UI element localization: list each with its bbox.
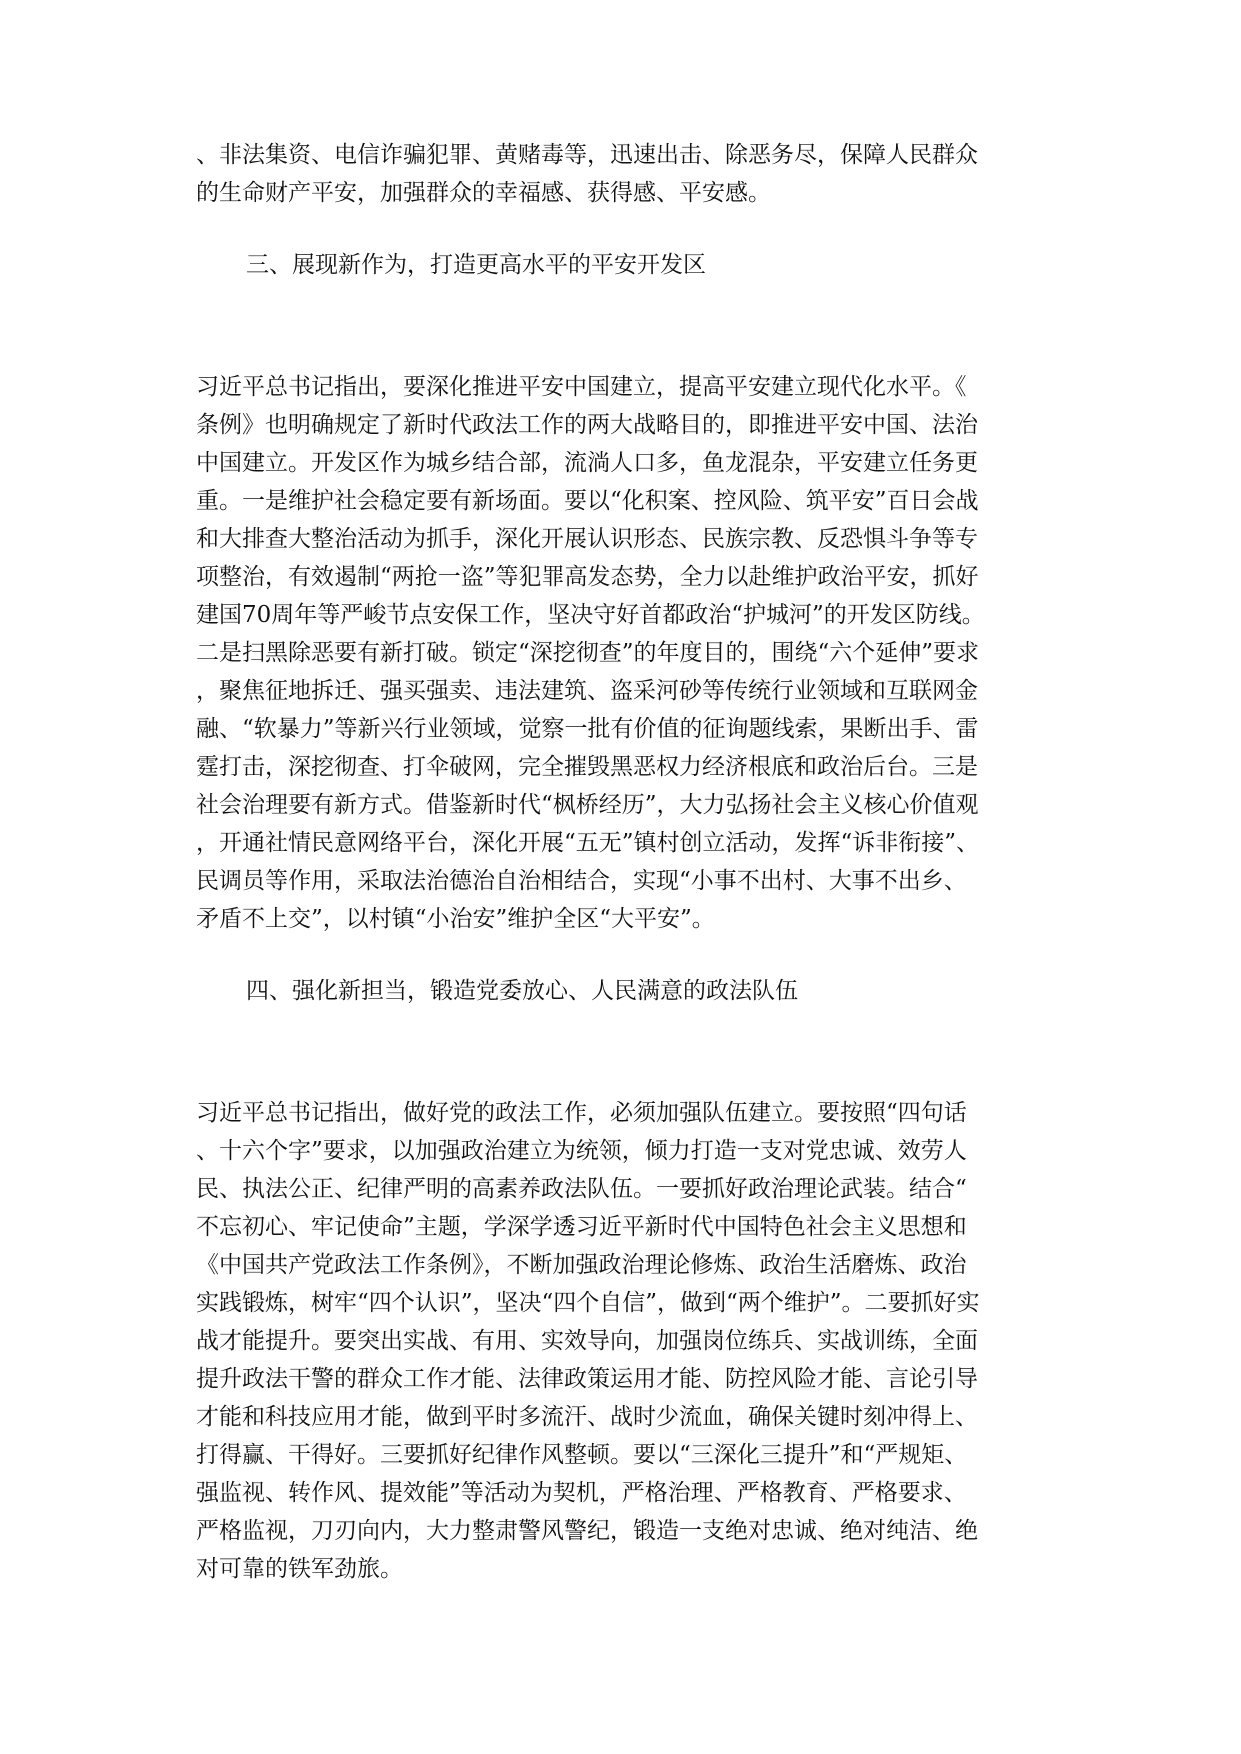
paragraph-line: 民调员等作用，采取法治德治自治相结合，实现“小事不出村、大事不出乡、 (196, 868, 967, 894)
section-heading: 三、展现新作为，打造更高水平的平安开发区 (246, 252, 706, 278)
paragraph-line: 强监视、转作风、提效能”等活动为契机，严格治理、严格教育、严格要求、 (196, 1480, 967, 1506)
paragraph-line: 不忘初心、牢记使命”主题，学深学透习近平新时代中国特色社会主义思想和 (196, 1214, 967, 1240)
paragraph-line: 二是扫黑除恶要有新打破。锁定“深挖彻查”的年度目的，围绕“六个延伸”要求 (196, 640, 980, 666)
paragraph-line: 民、执法公正、纪律严明的高素养政法队伍。一要抓好政治理论武装。结合“ (196, 1176, 967, 1202)
paragraph-line: 社会治理要有新方式。借鉴新时代“枫桥经历”，大力弘扬社会主义核心价值观 (196, 792, 979, 818)
section-heading: 四、强化新担当，锻造党委放心、人民满意的政法队伍 (246, 978, 798, 1004)
paragraph-line: ，聚焦征地拆迁、强买强卖、违法建筑、盗采河砂等传统行业领域和互联网金 (196, 678, 978, 704)
paragraph-line: 习近平总书记指出，做好党的政法工作，必须加强队伍建立。要按照“四句话 (196, 1100, 967, 1126)
paragraph-line: 对可靠的铁军劲旅。 (196, 1556, 403, 1582)
paragraph-line: 重。一是维护社会稳定要有新场面。要以“化积案、控风险、筑平安”百日会战 (196, 488, 979, 514)
paragraph-line: 、十六个字”要求，以加强政治建立为统领，倾力打造一支对党忠诚、效劳人 (196, 1138, 967, 1164)
paragraph-line: ，开通社情民意网络平台，深化开展“五无”镇村创立活动，发挥“诉非衔接”、 (196, 830, 980, 856)
paragraph-line: 项整治，有效遏制“两抢一盗”等犯罪高发态势，全力以赴维护政治平安，抓好 (196, 564, 979, 590)
paragraph-line: 习近平总书记指出，要深化推进平安中国建立，提高平安建立现代化水平。《 (196, 374, 967, 400)
paragraph-line: 战才能提升。要突出实战、有用、实效导向，加强岗位练兵、实战训练，全面 (196, 1328, 978, 1354)
paragraph-line: 条例》也明确规定了新时代政法工作的两大战略目的，即推进平安中国、法治 (196, 412, 978, 438)
paragraph-line: 融、“软暴力”等新兴行业领域，觉察一批有价值的征询题线索，果断出手、雷 (196, 716, 979, 742)
paragraph-line: 和大排查大整治活动为抓手，深化开展认识形态、民族宗教、反恐惧斗争等专 (196, 526, 978, 552)
paragraph-line: 实践锻炼，树牢“四个认识”，坚决“四个自信”，做到“两个维护”。二要抓好实 (196, 1290, 980, 1316)
paragraph-line: 中国建立。开发区作为城乡结合部，流淌人口多，鱼龙混杂，平安建立任务更 (196, 450, 978, 476)
paragraph-line: 才能和科技应用才能，做到平时多流汗、战时少流血，确保关键时刻冲得上、 (196, 1404, 978, 1430)
paragraph-line: 的生命财产平安，加强群众的幸福感、获得感、平安感。 (196, 180, 771, 206)
paragraph-line: 提升政法干警的群众工作才能、法律政策运用才能、防控风险才能、言论引导 (196, 1366, 978, 1392)
paragraph-line: 霆打击，深挖彻查、打伞破网，完全摧毁黑恶权力经济根底和政治后台。三是 (196, 754, 978, 780)
paragraph-line: 严格监视，刀刃向内，大力整肃警风警纪，锻造一支绝对忠诚、绝对纯洁、绝 (196, 1518, 978, 1544)
paragraph-line: 、非法集资、电信诈骗犯罪、黄赌毒等，迅速出击、除恶务尽，保障人民群众 (196, 142, 978, 168)
paragraph-line: 矛盾不上交”，以村镇“小治安”维护全区“大平安”。 (196, 906, 715, 932)
paragraph-line: 《中国共产党政法工作条例》，不断加强政治理论修炼、政治生活磨炼、政治 (196, 1252, 967, 1278)
paragraph-line: 建国70周年等严峻节点安保工作，坚决守好首都政治“护城河”的开发区防线。 (196, 602, 985, 628)
paragraph-line: 打得赢、干得好。三要抓好纪律作风整顿。要以“三深化三提升”和“严规矩、 (196, 1442, 968, 1468)
